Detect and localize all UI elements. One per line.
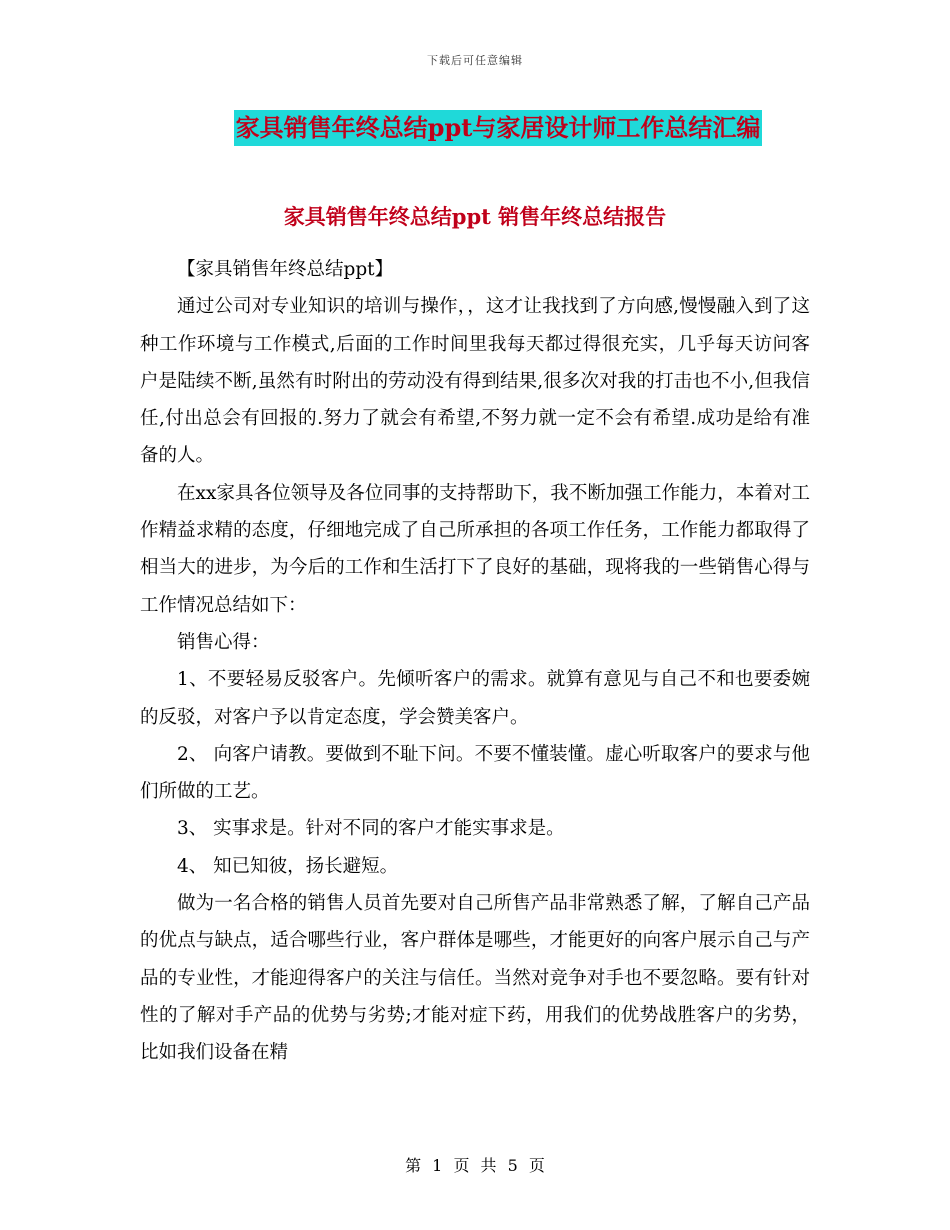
paragraph: 在xx家具各位领导及各位同事的支持帮助下，我不断加强工作能力，本着对工作精益求精的态度，仔细地完成了自己所承担的各项工作任务，工作能力都取得了相当大的进步，为今后的工作和生活打下了良好的基础，现将我的一些销售心得与工作情况总结如下：: [140, 482, 810, 616]
page-header-note: 下载后可任意编辑: [427, 54, 523, 67]
section-title: 家具销售年终总结ppt 销售年终总结报告: [283, 204, 667, 229]
list-item: 1、不要轻易反驳客户。先倾听客户的需求。就算有意见与自己不和也要委婉的反驳，对客户予以肯定态度，学会赞美客户。: [140, 669, 810, 728]
document-body: [140, 251, 810, 1072]
page-number-footer: 第 1 页 共 5 页: [405, 1156, 545, 1175]
list-item: 4、 知已知彼，扬长避短。: [177, 855, 399, 877]
paragraph: 销售心得：: [177, 631, 270, 653]
document-title-wrap: [0, 110, 950, 146]
paragraph-heading: 【家具销售年终总结ppt】: [177, 259, 394, 280]
paragraph: 做为一名合格的销售人员首先要对自己所售产品非常熟悉了解，了解自己产品的优点与缺点，适合哪些行业，客户群体是哪些，才能更好的向客户展示自己与产品的专业性，才能迎得客户的关注与信任。当然对竞争对手也不要忽略。要有针对性的了解对手产品的优势与劣势;才能对症下药，用我们的优势战胜客户的劣势，比如我们设备在精: [140, 893, 810, 1064]
paragraph: 通过公司对专业知识的培训与操作，，这才让我找到了方向感,慢慢融入到了这种工作环境与工作模式,后面的工作时间里我每天都过得很充实，几乎每天访问客户是陆续不断,虽然有时附出的劳动没有得到结果,很多次对我的打击也不小,但我信任,付出总会有回报的.努力了就会有希望,不努力就一定不会有希望.成功是给有准备的人。: [140, 296, 810, 467]
document-title: 家具销售年终总结ppt与家居设计师工作总结汇编: [234, 110, 763, 146]
list-item: 2、 向客户请教。要做到不耻下问。不要不懂装懂。虚心听取客户的要求与他们所做的工艺。: [140, 743, 810, 803]
list-item: 3、 实事求是。针对不同的客户才能实事求是。: [177, 818, 565, 840]
